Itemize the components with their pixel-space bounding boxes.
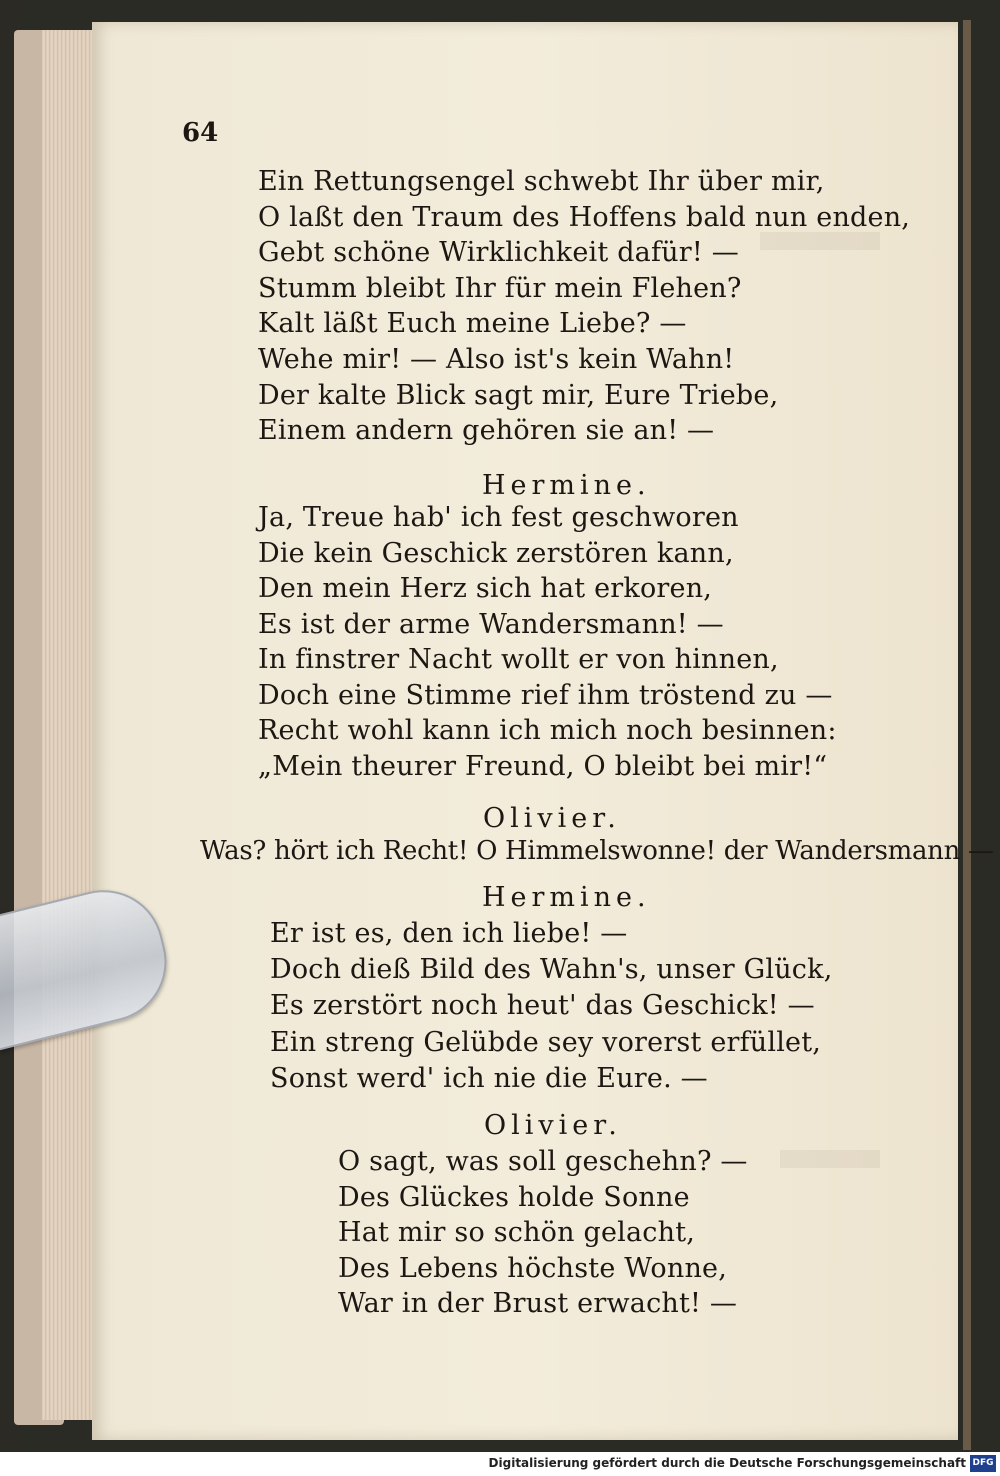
verse-line: Der kalte Blick sagt mir, Eure Triebe, — [258, 380, 779, 411]
verse-line: Des Glückes holde Sonne — [338, 1182, 690, 1213]
olivier-line: Was? hört ich Recht! O Himmelswonne! der Wandersmann — — [200, 836, 994, 866]
facing-page-edge — [963, 20, 971, 1450]
verse-line: Sonst werd' ich nie die Eure. — — [270, 1063, 708, 1094]
verse-line: Er ist es, den ich liebe! — — [270, 918, 628, 949]
footer-bar — [0, 1452, 1000, 1476]
speaker-hermine: Hermine. — [482, 470, 651, 501]
verse-line: Ein streng Gelübde sey vorerst erfüllet, — [270, 1027, 822, 1058]
verse-line: Den mein Herz sich hat erkoren, — [258, 573, 713, 604]
speaker-olivier: Olivier. — [483, 803, 621, 834]
verse-line: O laßt den Traum des Hoffens bald nun enden, — [258, 202, 911, 233]
speaker-olivier: Olivier. — [484, 1110, 622, 1141]
verse-line: Gebt schöne Wirklichkeit dafür! — — [258, 237, 739, 268]
verse-line: Es ist der arme Wandersmann! — — [258, 609, 724, 640]
verse-line: Die kein Geschick zerstören kann, — [258, 538, 734, 569]
verse-line: Ein Rettungsengel schwebt Ihr über mir, — [258, 166, 825, 197]
verse-line: Ja, Treue hab' ich fest geschworen — [258, 502, 739, 533]
verse-line: War in der Brust erwacht! — — [338, 1288, 738, 1319]
speaker-hermine: Hermine. — [482, 882, 651, 913]
verse-line: Hat mir so schön gelacht, — [338, 1217, 696, 1248]
verse-line: Des Lebens höchste Wonne, — [338, 1253, 727, 1284]
verse-line: Doch dieß Bild des Wahn's, unser Glück, — [270, 954, 833, 985]
verse-line: Es zerstört noch heut' das Geschick! — — [270, 990, 815, 1021]
footer-credit: Digitalisierung gefördert durch die Deutsche Forschungsgemeinschaft — [488, 1456, 966, 1470]
show-through-shadow — [760, 232, 880, 250]
verse-line: „Mein theurer Freund, O bleibt bei mir!“ — [258, 751, 828, 782]
show-through-shadow — [780, 1150, 880, 1168]
verse-line: Doch eine Stimme rief ihm tröstend zu — — [258, 680, 833, 711]
verse-line: In finstrer Nacht wollt er von hinnen, — [258, 644, 779, 675]
verse-line: Kalt läßt Euch meine Liebe? — — [258, 308, 687, 339]
verse-line: Recht wohl kann ich mich noch besinnen: — [258, 715, 837, 746]
dfg-logo: DFG — [970, 1455, 996, 1472]
verse-line: Einem andern gehören sie an! — — [258, 415, 715, 446]
verse-line: Stumm bleibt Ihr für mein Flehen? — [258, 273, 742, 304]
page-number: 64 — [182, 118, 219, 148]
verse-line: O sagt, was soll geschehn? — — [338, 1146, 748, 1177]
verse-line: Wehe mir! — Also ist's kein Wahn! — [258, 344, 735, 375]
